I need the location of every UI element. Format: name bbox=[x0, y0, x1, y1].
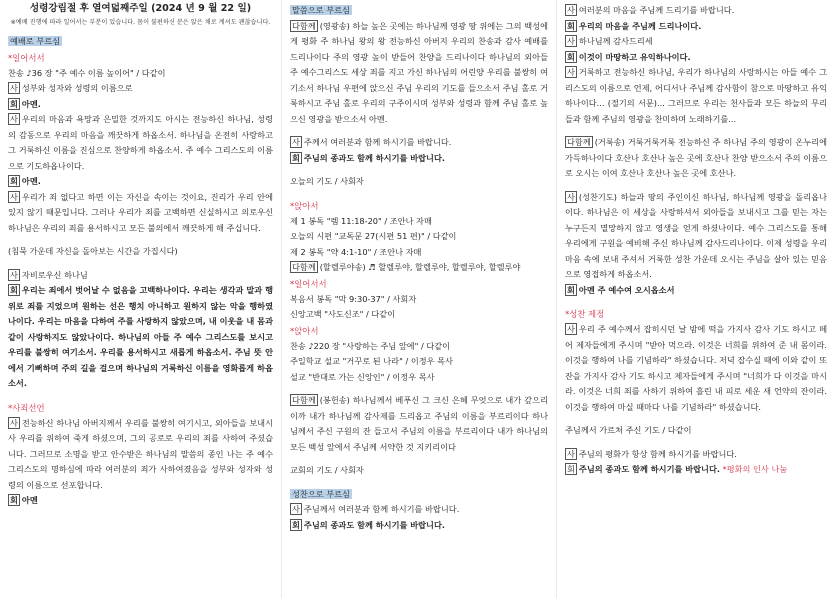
leader-tag: 사 bbox=[567, 67, 575, 77]
church-prayer: 교회의 기도 / 사회자 bbox=[290, 465, 364, 475]
response-tag: 회 bbox=[10, 176, 18, 186]
response-line: 회 주님의 종과도 함께 하시기를 바랍니다. *평화의 인사 나눔 bbox=[567, 464, 788, 474]
leader-tag: 사 bbox=[10, 191, 18, 202]
absolution-heading: *사죄선언 bbox=[8, 402, 45, 413]
leader-tag: 사 bbox=[10, 114, 18, 124]
response-tag: 회 bbox=[292, 152, 300, 163]
leader-tag: 사 bbox=[567, 324, 575, 334]
leader-line: 사 성부와 성자와 성령의 이름으로 bbox=[10, 83, 133, 93]
response-tag: 회 bbox=[292, 519, 300, 530]
leader-line: 사 자비로우신 하나님 bbox=[10, 269, 88, 280]
response-tag: 회 bbox=[567, 284, 575, 295]
column-right bbox=[565, 0, 827, 478]
response-line: 회 주님의 종과도 함께 하시기를 바랍니다. bbox=[292, 519, 445, 530]
section-heading-supper: 성찬으로 부르심 bbox=[292, 488, 350, 499]
psalm-reading: 오늘의 시편 "교독문 27(시편 51 편)" / 다같이 bbox=[290, 231, 457, 241]
together-line: 다함께 (할렐루야송) ♬ 할렐루야, 할렐루야, 할렐루야, 할렐루야 bbox=[292, 262, 521, 272]
creed: 신앙고백 "사도신조" / 다같이 bbox=[290, 309, 396, 319]
leader-line: 사 하나님께 감사드리세 bbox=[567, 36, 653, 46]
leader-line: 사 우리의 마음과 욕망과 은밀한 것까지도 아시는 전능하신 하나님, 성령의 감동으로 우리의 마음을 깨끗하게 하옵소서. 하나님을 온전히 사랑하고 그 거룩하신 이름을 진심으로 찬양하게 하옵소서. 주 예수 그리스도의 이름으로 기도하옵나이다. bbox=[8, 114, 273, 171]
together-tag: 다함께 bbox=[567, 137, 591, 147]
words-of-institution-heading: *성찬 제정 bbox=[565, 309, 605, 319]
stand-instruction: *일어서서 bbox=[290, 278, 327, 289]
response-tag: 회 bbox=[567, 464, 575, 474]
response-line: 회 이것이 마땅하고 유익하나이다. bbox=[567, 51, 691, 62]
sermon: 설교 "반대로 가는 신앙인" / 이정우 목사 bbox=[290, 371, 435, 382]
standing-note: ※예배 진행에 따라 일어서는 부분이 있습니다. 몸이 불편하신 분은 앉은 채로 계셔도 괜찮습니다. bbox=[10, 19, 271, 26]
leader-tag: 사 bbox=[10, 417, 18, 428]
leader-line: 사 주께서 여러분과 함께 하시기를 바랍니다. bbox=[292, 137, 452, 147]
fold-line bbox=[281, 0, 282, 598]
response-line: 회 주님의 종과도 함께 하시기를 바랍니다. bbox=[292, 152, 445, 163]
hymn-line: 찬송 ♪220 장 "사랑하는 주님 앞에" / 다같이 bbox=[290, 340, 451, 351]
leader-line: 사 거룩하고 전능하신 하나님, 우리가 하나님의 사랑하시는 아들 예수 그리스도의 이름으로 언제, 어디서나 주님께 감사함이 참으로 마땅하고 유익하나이다... (절기의 서문)... 그러므로 우리는 천사들과 모든 하늘의 무리들과 함께 주님의 영광을 찬미하며 노래하기를... bbox=[565, 67, 827, 124]
fold-line bbox=[556, 0, 557, 598]
leader-line: 사 (성찬기도) 하늘과 땅의 주인이신 하나님, 하나님께 영광을 돌리옵나이다. 하나님은 이 세상을 사랑하셔서 외아들을 보내시고 그를 믿는 자는 누구든지 멸망하지 않고 영생을 얻게 하셨나이다. 예수 그리스도를 통해 우리에게 구원을 예비해 주신 하나님께 감사드리나이다. 이제 성령을 우리 마음 속에 보내 주셔서 거룩한 성찬 가운데 오시는 주님을 살아 있는 믿음으로 영접하게 하옵소서. bbox=[565, 191, 827, 279]
together-tag: 다함께 bbox=[292, 20, 316, 31]
column-middle bbox=[290, 0, 548, 533]
response-line: 회 아멘 주 예수여 오시옵소서 bbox=[567, 284, 675, 295]
response-line: 회 아멘. bbox=[10, 176, 41, 186]
together-line: 다함께 (거룩송) 거룩거룩거룩 전능하신 주 하나님 주의 영광이 온누리에 가득하나이다 호산나 호산나 높은 곳에 호산나 찬양 받으소서 주의 이름으로 오시는 이여 호산나 호산나 높은 곳에 호산나. bbox=[565, 137, 827, 178]
leader-line: 사 여러분의 마음을 주님께 드리기를 바랍니다. bbox=[567, 5, 735, 15]
gospel-reading: 복음서 봉독 "막 9:30-37" / 사회자 bbox=[290, 293, 417, 304]
section-heading-word: 말씀으로 부르심 bbox=[292, 5, 350, 15]
leader-line: 사 전능하신 하나님 아버지께서 우리를 불쌍히 여기시고, 외아들을 보내시사 우리를 위하여 죽게 하셨으며, 그의 공로로 우리의 죄를 사하여 주셨습니다. 그러므로 소명을 받고 안수받은 하나님의 말씀의 종인 나는 주 예수 그리스도의 명하심에 따라 여러분의 죄가 사하여졌음을 성부와 성자와 성령의 이름으로 선포합니다. bbox=[8, 417, 273, 490]
stand-instruction: *일어서서 bbox=[8, 52, 45, 63]
leader-tag: 사 bbox=[10, 83, 18, 93]
leader-tag: 사 bbox=[10, 269, 18, 280]
section-heading-worship: 예배로 부르심 bbox=[10, 36, 61, 46]
together-line: 다함께 (봉헌송) 하나님께서 베푸신 그 크신 은혜 무엇으로 내가 갚으리이까 내가 하나님께 감사제를 드리옵고 주님의 이름을 부르리이다 하나님께서 주신 구원의 잔 들고서 주님의 이름을 부르리이다 내가 하나님의 모든 백성 앞에서 주님께 서약한 것 지키리이다 bbox=[290, 395, 548, 452]
peace-greeting: *평화의 인사 나눔 bbox=[722, 464, 788, 474]
opening-hymn: 찬송 ♪36 장 "주 예수 이름 높이어" / 다같이 bbox=[8, 67, 166, 78]
response-tag: 회 bbox=[10, 285, 18, 295]
leader-tag: 사 bbox=[567, 36, 575, 46]
second-reading: 제 2 봉독 "약 4:1-10" / 조안나 자매 bbox=[290, 246, 422, 257]
leader-tag: 사 bbox=[567, 191, 575, 202]
together-tag: 다함께 bbox=[292, 262, 316, 272]
sit-instruction: *앉아서 bbox=[290, 200, 319, 211]
silence-instruction: (침묵 가운데 자신을 돌아보는 시간을 가집시다) bbox=[8, 246, 178, 256]
lords-prayer: 주님께서 가르쳐 주신 기도 / 다같이 bbox=[565, 425, 692, 435]
response-line: 회 아멘 bbox=[10, 495, 38, 505]
response-tag: 회 bbox=[10, 98, 18, 109]
leader-line: 사 주님께서 여러분과 함께 하시기를 바랍니다. bbox=[292, 504, 460, 514]
first-reading: 제 1 봉독 "렘 11:18-20" / 조안나 자매 bbox=[290, 215, 432, 226]
response-tag: 회 bbox=[567, 51, 575, 62]
leader-tag: 사 bbox=[292, 137, 300, 147]
response-tag: 회 bbox=[567, 20, 575, 31]
leader-line: 사 주님의 평화가 항상 함께 하시기를 바랍니다. bbox=[567, 448, 737, 459]
response-line: 회 우리의 마음을 주님께 드리나이다. bbox=[567, 20, 702, 31]
together-tag: 다함께 bbox=[292, 395, 316, 405]
response-line: 회 우리는 죄에서 벗어날 수 없음을 고백하나이다. 우리는 생각과 말과 행위로 죄를 지었으며 원하는 선은 행치 아니하고 원하지 않는 악을 행하였나이다. 우리는 마음을 다하여 주를 사랑하지 않았으며, 내 이웃을 내 몸과 같이 사랑하지도 않았나이다. 하나님의 아들 주 예수 그리스도를 보시고 우리를 불쌍히 여기소서. 우리를 용서하시고 새롭게 하옵소서. 주님 뜻 안에서 기뻐하며 주의 길을 걸으며 하나님의 거룩하신 이름을 영화롭게 하옵소서. bbox=[8, 285, 273, 388]
leader-line: 사 우리가 죄 없다고 하면 이는 자신을 속이는 것이요, 진리가 우리 안에 있지 않기 때문입니다. 그러나 우리가 죄를 고백하면 신실하시고 의로우신 하나님은 우리의 죄를 용서하시고 모든 불의에서 깨끗하게 해 주십니다. bbox=[8, 191, 273, 233]
bulletin-title: 성령강림절 후 열여덟째주일 (2024 년 9 월 22 일) bbox=[29, 3, 252, 14]
response-tag: 회 bbox=[10, 495, 18, 505]
leader-tag: 사 bbox=[292, 504, 300, 514]
leader-line: 사 우리 주 예수께서 잡히시던 날 밤에 떡을 가지사 감사 기도 하시고 떼어 제자들에게 주시며 "받아 먹으라. 이것은 너희를 위하여 준 내 몸이라. 이것을 행하여 나를 기념하라" 하셨습니다. 저녁 잡수실 때에 이와 같이 또 잔을 가지사 감사 기도 하시고 제자들에게 주시며 "너희가 다 이것을 마시라. 이것은 너희 죄를 사하기 위하여 흘린 내 피로 세운 새 언약의 잔이라. 이것을 행하여 마실 때마다 나를 기념하라" 하셨습니다. bbox=[565, 324, 827, 412]
response-line: 회 아멘. bbox=[10, 98, 41, 109]
sit-instruction: *앉아서 bbox=[290, 325, 319, 336]
children-sermon: 주일학교 설교 "거꾸로 된 나라" / 이정우 목사 bbox=[290, 356, 453, 366]
leader-tag: 사 bbox=[567, 448, 575, 459]
column-left bbox=[8, 0, 273, 509]
leader-tag: 사 bbox=[567, 5, 575, 15]
together-line: 다함께 (영광송) 하늘 높은 곳에는 하나님께 영광 땅 위에는 그의 백성에게 평화 주 하나님 왕의 왕 전능하신 아버지 우리의 찬송과 감사 예배를 드리나이다 주의 영광 높이 받들어 찬양을 드리나이다 하나님의 외아들 주 예수그리스도 세상 죄를 지고 가신 하나님의 어린양 우리를 불쌍히 여기소서 하나님 우편에 앉으신 주님 우리의 기도를 들으소서 주님 홀로 거룩하시고 주님 홀로 우리의 구주이시며 성부와 성령과 함께 주님 홀로 높으신 영광을 받으소서 아멘. bbox=[290, 20, 548, 124]
prayer-of-day: 오늘의 기도 / 사회자 bbox=[290, 176, 364, 186]
